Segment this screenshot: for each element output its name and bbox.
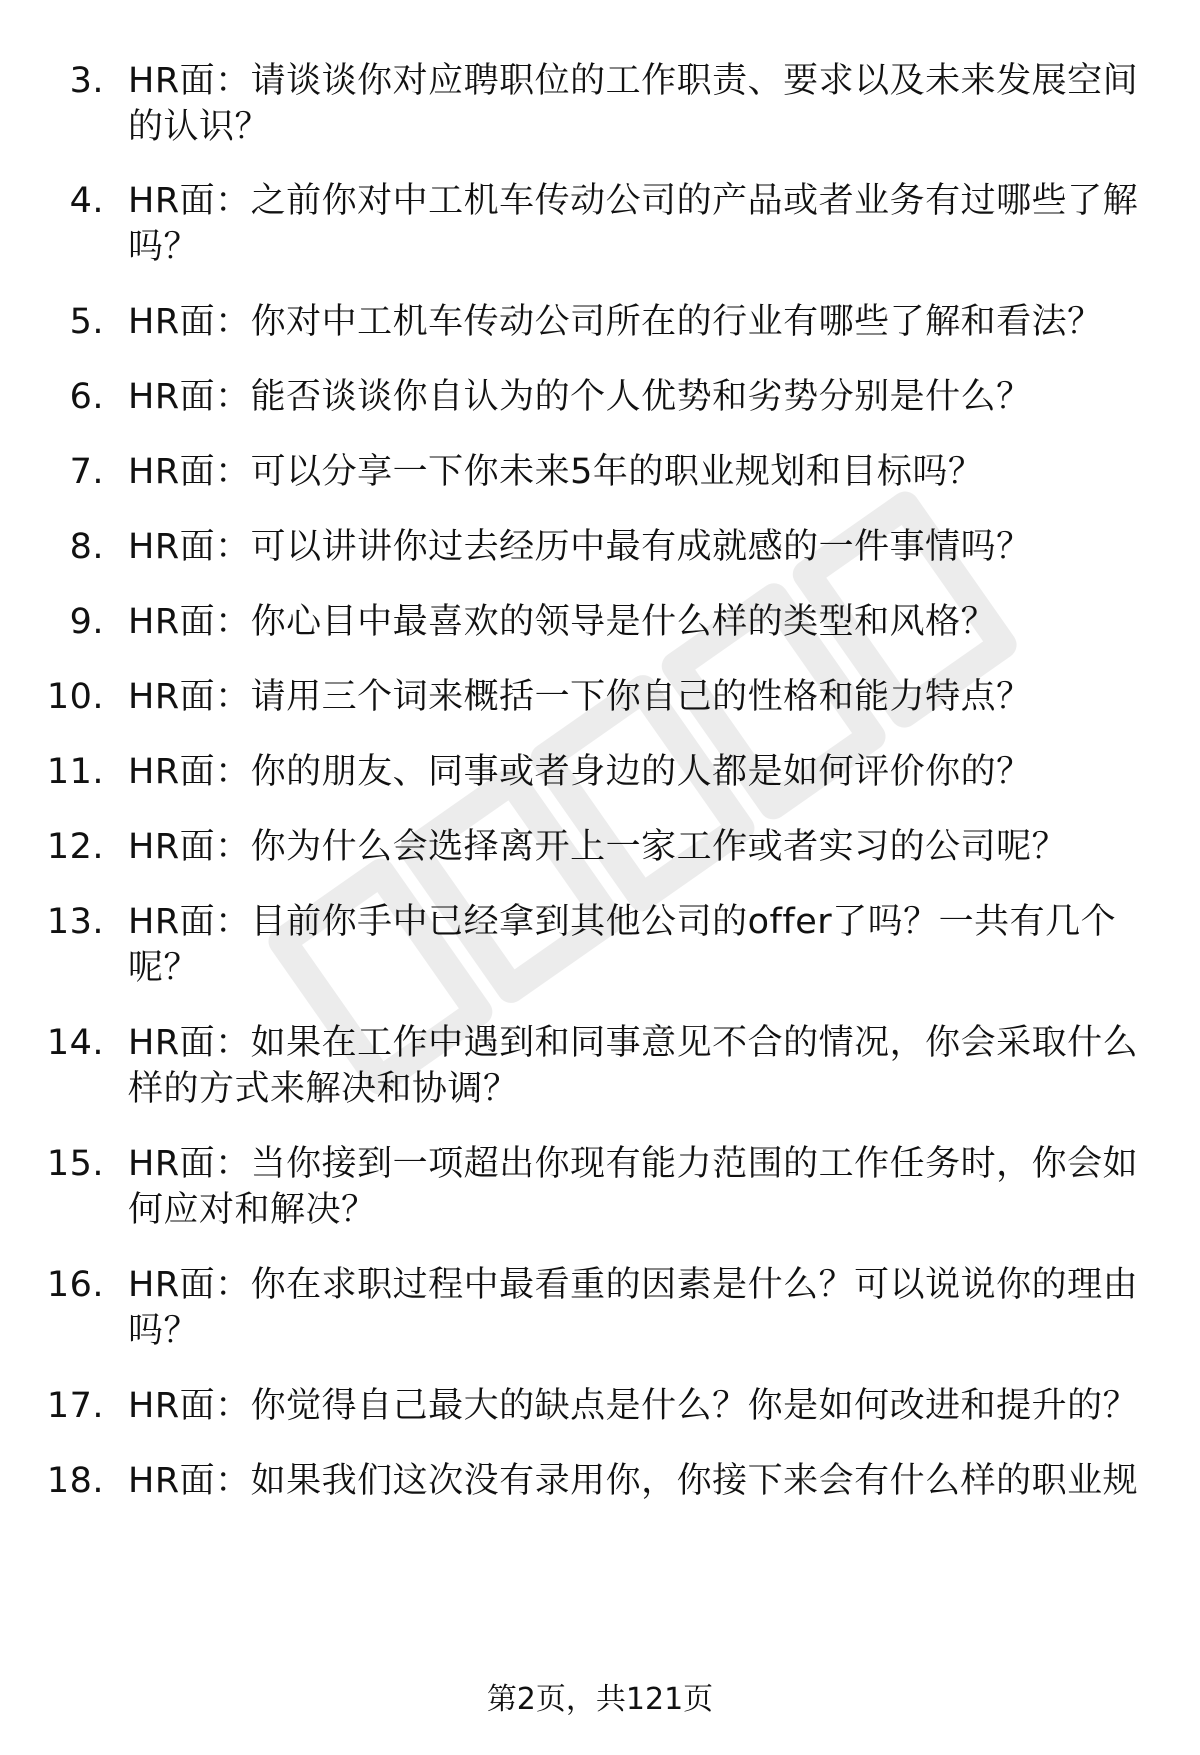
question-number: 5. bbox=[69, 302, 104, 342]
question-body bbox=[128, 1020, 1156, 1112]
list-item bbox=[0, 1020, 1200, 1112]
question-prefix: HR面： bbox=[128, 61, 251, 101]
question-prefix: HR面： bbox=[128, 302, 251, 342]
question-number: 15. bbox=[46, 1144, 104, 1184]
question-number: 3. bbox=[69, 61, 104, 101]
question-body bbox=[128, 58, 1156, 150]
list-item bbox=[0, 899, 1200, 991]
list-item bbox=[0, 178, 1200, 270]
question-text: 可以分享一下你未来5年的职业规划和目标吗？ bbox=[250, 452, 984, 492]
question-body bbox=[128, 1458, 1156, 1504]
list-item bbox=[0, 749, 1200, 795]
question-number: 7. bbox=[69, 452, 104, 492]
list-item bbox=[0, 1458, 1200, 1504]
list-item bbox=[0, 299, 1200, 345]
question-text: 你在求职过程中最看重的因素是什么？可以说说你的理由吗？ bbox=[128, 1265, 1139, 1351]
list-item bbox=[0, 1383, 1200, 1429]
question-text: 你的朋友、同事或者身边的人都是如何评价你的？ bbox=[250, 752, 1032, 792]
question-list bbox=[0, 58, 1200, 1504]
question-number: 11. bbox=[46, 752, 104, 792]
question-body bbox=[128, 674, 1156, 720]
question-text: 当你接到一项超出你现有能力范围的工作任务时，你会如何应对和解决？ bbox=[128, 1144, 1139, 1230]
list-item bbox=[0, 449, 1200, 495]
question-number: 6. bbox=[69, 377, 104, 417]
question-body bbox=[128, 299, 1156, 345]
question-text: 如果在工作中遇到和同事意见不合的情况，你会采取什么样的方式来解决和协调？ bbox=[128, 1023, 1139, 1109]
list-item bbox=[0, 674, 1200, 720]
list-item bbox=[0, 374, 1200, 420]
question-body bbox=[128, 178, 1156, 270]
question-number: 4. bbox=[69, 181, 104, 221]
question-text: 请谈谈你对应聘职位的工作职责、要求以及未来发展空间的认识？ bbox=[128, 61, 1139, 147]
question-number: 14. bbox=[46, 1023, 104, 1063]
question-number: 12. bbox=[46, 827, 104, 867]
question-text: 目前你手中已经拿到其他公司的offer了吗？一共有几个呢？ bbox=[128, 902, 1117, 988]
question-prefix: HR面： bbox=[128, 452, 251, 492]
question-number: 17. bbox=[46, 1386, 104, 1426]
list-item bbox=[0, 524, 1200, 570]
question-prefix: HR面： bbox=[128, 1144, 251, 1184]
question-number: 13. bbox=[46, 902, 104, 942]
question-text: 你觉得自己最大的缺点是什么？你是如何改进和提升的？ bbox=[250, 1386, 1139, 1426]
list-item bbox=[0, 58, 1200, 150]
question-body bbox=[128, 899, 1156, 991]
question-text: 之前你对中工机车传动公司的产品或者业务有过哪些了解吗？ bbox=[128, 181, 1139, 267]
question-prefix: HR面： bbox=[128, 527, 251, 567]
question-body bbox=[128, 1262, 1156, 1354]
question-text: 可以讲讲你过去经历中最有成就感的一件事情吗？ bbox=[250, 527, 1032, 567]
list-item bbox=[0, 1262, 1200, 1354]
question-body bbox=[128, 1383, 1156, 1429]
question-text: 你为什么会选择离开上一家工作或者实习的公司呢？ bbox=[250, 827, 1068, 867]
question-prefix: HR面： bbox=[128, 1461, 251, 1501]
question-number: 9. bbox=[69, 602, 104, 642]
question-prefix: HR面： bbox=[128, 1023, 251, 1063]
question-prefix: HR面： bbox=[128, 902, 251, 942]
question-number: 16. bbox=[46, 1265, 104, 1305]
list-item bbox=[0, 824, 1200, 870]
question-prefix: HR面： bbox=[128, 602, 251, 642]
question-body bbox=[128, 749, 1156, 795]
question-prefix: HR面： bbox=[128, 752, 251, 792]
question-number: 8. bbox=[69, 527, 104, 567]
question-body bbox=[128, 824, 1156, 870]
question-text: 如果我们这次没有录用你，你接下来会有什么样的职业规 bbox=[250, 1461, 1139, 1501]
question-text: 请用三个词来概括一下你自己的性格和能力特点？ bbox=[250, 677, 1032, 717]
page-footer: 第2页，共121页 bbox=[486, 1682, 714, 1717]
question-body bbox=[128, 1141, 1156, 1233]
question-prefix: HR面： bbox=[128, 677, 251, 717]
question-number: 10. bbox=[46, 677, 104, 717]
question-text: 能否谈谈你自认为的个人优势和劣势分别是什么？ bbox=[250, 377, 1032, 417]
question-prefix: HR面： bbox=[128, 1386, 251, 1426]
question-prefix: HR面： bbox=[128, 1265, 251, 1305]
question-text: 你心目中最喜欢的领导是什么样的类型和风格？ bbox=[250, 602, 997, 642]
question-body bbox=[128, 599, 1156, 645]
question-prefix: HR面： bbox=[128, 181, 251, 221]
question-number: 18. bbox=[46, 1461, 104, 1501]
list-item bbox=[0, 599, 1200, 645]
question-prefix: HR面： bbox=[128, 827, 251, 867]
question-body bbox=[128, 524, 1156, 570]
question-body bbox=[128, 449, 1156, 495]
list-item bbox=[0, 1141, 1200, 1233]
question-text: 你对中工机车传动公司所在的行业有哪些了解和看法？ bbox=[250, 302, 1103, 342]
question-body bbox=[128, 374, 1156, 420]
question-prefix: HR面： bbox=[128, 377, 251, 417]
